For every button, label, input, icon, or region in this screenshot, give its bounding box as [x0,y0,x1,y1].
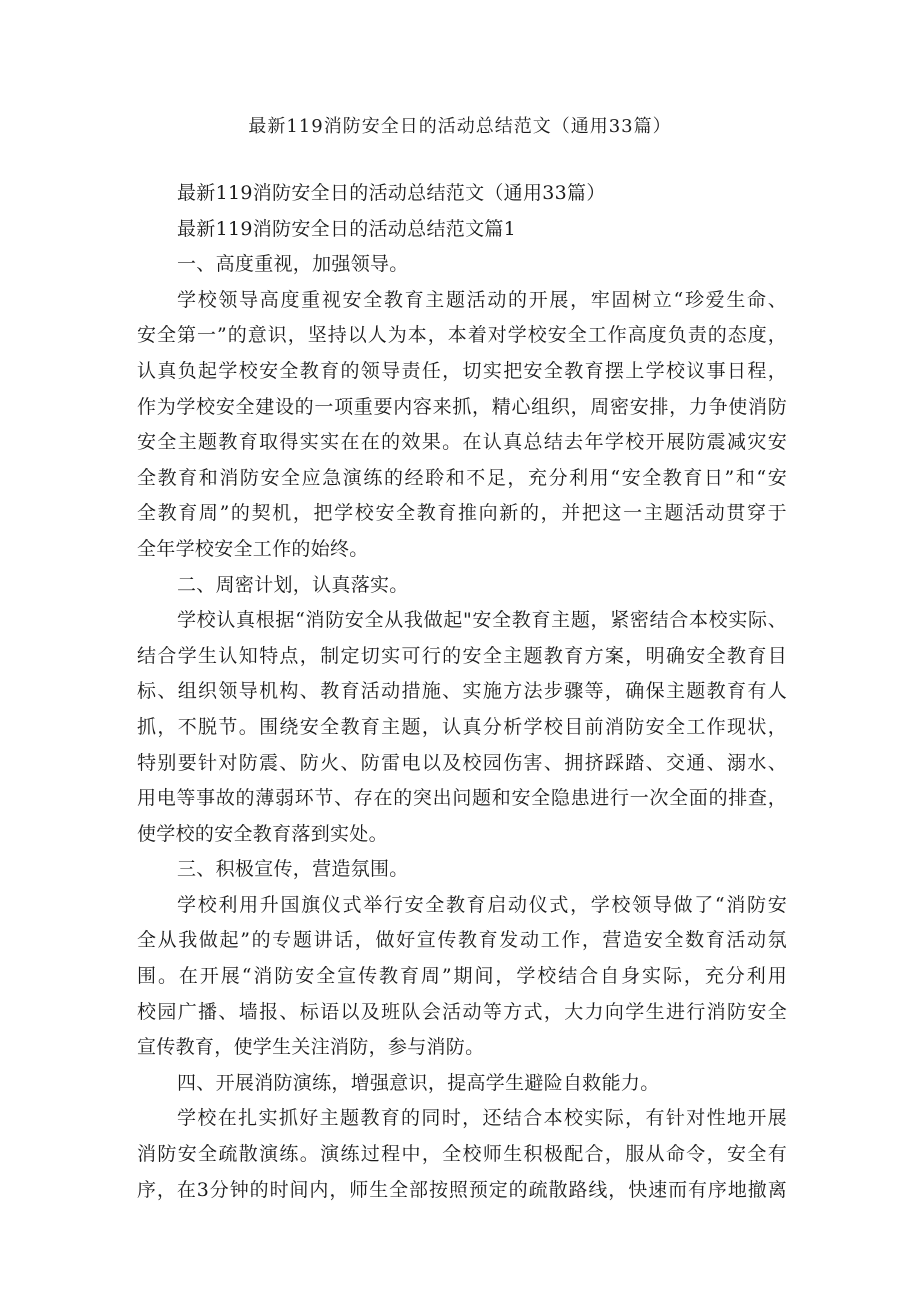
document-body [137,176,787,1208]
text-line: 宣传教育，使学生关注消防，参与消防。 [137,1036,485,1059]
text-line: 结合学生认知特点，制定切实可行的安全主题教育方案，明确安全教育目 [137,644,787,667]
text-line: 最新119消防安全日的活动总结范文（通用33篇） [177,182,606,204]
text-line: 全年学校安全工作的始终。 [137,537,369,560]
text-line: 最新119消防安全日的活动总结范文篇1 [177,217,517,240]
text-line: 全教育和消防安全应急演练的经聆和不足，充分利用“安全教育日”和“安 [137,466,787,489]
document-title: 最新119消防安全日的活动总结范文（通用33篇） [248,116,672,137]
text-line: 用电等事故的薄弱环节、存在的突出问题和安全隐患进行一次全面的排查， [137,787,787,810]
text-line: 标、组织领导机构、教育活动措施、实施方法步骤等，确保主题教育有人 [137,680,787,703]
text-line: 四、开展消防演练，增强意识，提高学生避险自救能力。 [177,1071,660,1094]
text-line: 使学校的安全教育落到实处。 [137,822,388,845]
text-line: 抓，不脱节。围绕安全教育主题，认真分析学校目前消防安全工作现状， [137,715,787,738]
text-line: 序，在3分钟的时间内，师生全部按照预定的疏散路线，快速而有序地撤离 [137,1178,787,1201]
text-line: 消防安全疏散演练。演练过程中，全校师生积极配合，服从命令，安全有 [137,1143,787,1166]
text-line: 围。在开展“消防安全宣传教育周”期间，学校结合自身实际，充分利用 [137,965,787,988]
text-line: 二、周密计划，认真落实。 [177,573,409,596]
text-line: 三、积极宣传，营造氛围。 [177,858,409,881]
text-line: 学校认真根据“消防安全从我做起"安全教育主题，紧密结合本校实际、 [177,609,787,632]
text-line: 学校在扎实抓好主题教育的同时，还结合本校实际，有针对性地开展 [177,1107,787,1130]
text-line: 认真负起学校安全教育的领导责任，切实把安全教育摆上学校议事日程， [137,359,787,382]
text-line: 校园广播、墙报、标语以及班队会活动等方式，大力向学生进行消防安全 [137,1000,787,1023]
text-line: 作为学校安全建设的一项重要内容来抓，精心组织，周密安排，力争使消防 [137,395,787,418]
text-line: 全从我做起”的专题讲话，做好宣传教育发动工作，营造安全数育活动氛 [137,929,787,952]
text-line: 学校利用升国旗仪式举行安全教育启动仪式，学校领导做了“消防安 [177,893,787,916]
text-line: 安全主题教育取得实实在在的效果。在认真总结去年学校开展防震减灾安 [137,431,787,454]
text-line: 全教育周”的契机，把学校安全教育推向新的，并把这一主题活动贯穿于 [137,502,787,525]
text-line: 一、高度重视，加强领导。 [177,253,409,276]
text-line: 特别要针对防震、防火、防雷电以及校园伤害、拥挤踩踏、交通、溺水、 [137,751,787,774]
text-line: 安全第一”的意识，坚持以人为本，本着对学校安全工作高度负责的态度， [137,324,787,347]
text-line: 学校领导高度重视安全教育主题活动的开展，牢固树立“珍爱生命、 [177,288,787,311]
